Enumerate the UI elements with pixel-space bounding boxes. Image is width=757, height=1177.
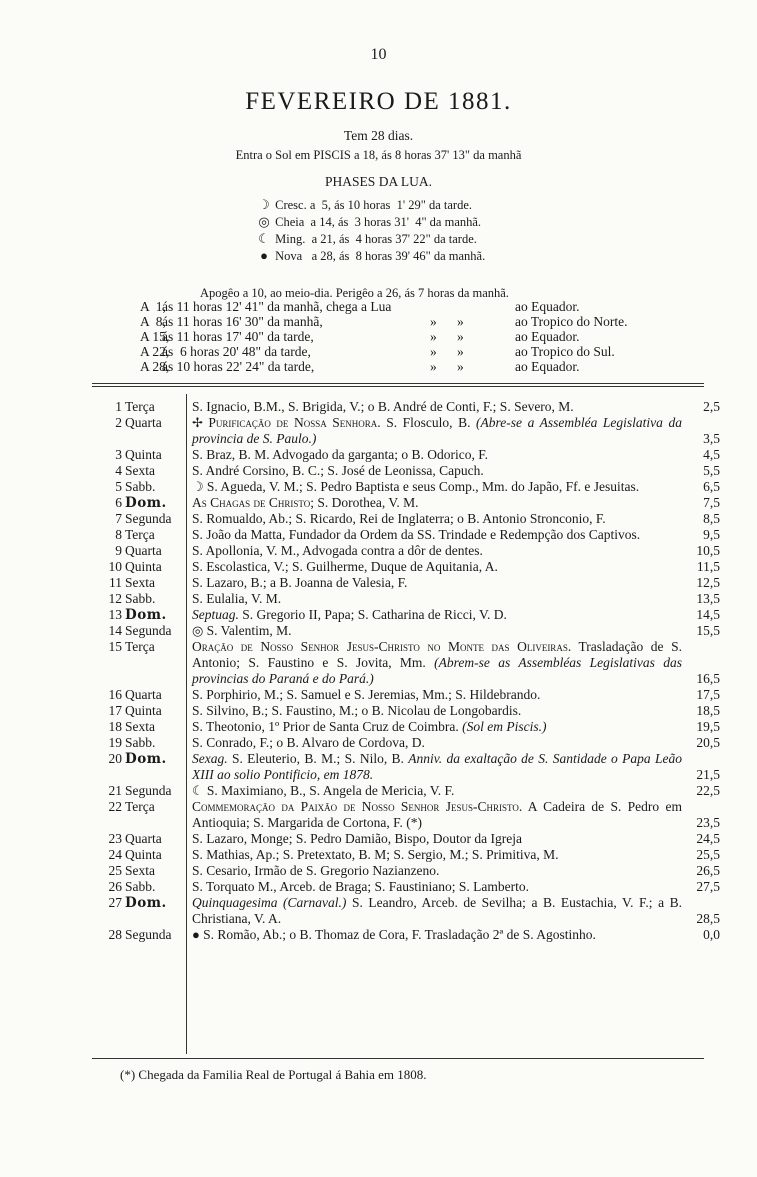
saints-description xyxy=(192,447,682,463)
footnote: (*) Chegada da Familia Real de Portugal á Bahia em 1808. xyxy=(120,1067,427,1082)
moon-age-value: 6,5 xyxy=(703,479,720,494)
saints-description xyxy=(192,623,682,639)
weekday: Terça xyxy=(125,799,155,814)
moon-age-value: 26,5 xyxy=(696,863,720,878)
moon-age-value: 13,5 xyxy=(696,591,720,606)
day-cell xyxy=(92,543,186,559)
calendar-row xyxy=(92,623,720,639)
description-text: S. Escolastica, V.; S. Guilherme, Duque de Aquitania, A. xyxy=(192,559,498,574)
weekday: Sabb. xyxy=(125,479,156,494)
day-number: 14 xyxy=(108,623,122,638)
saints-description xyxy=(192,399,682,415)
sun-entry: Entra o Sol em PISCIS a 18, ás 8 horas 37' 13" da manhã xyxy=(235,148,522,162)
calendar-table xyxy=(92,399,720,943)
saints-description xyxy=(192,719,682,735)
day-cell xyxy=(92,863,186,879)
day-number: 8 xyxy=(115,527,122,542)
description-text: Purificação de Nossa Senhora. xyxy=(208,415,381,430)
day-cell xyxy=(92,687,186,703)
moon-age-value: 17,5 xyxy=(696,687,720,702)
calendar-row xyxy=(92,463,720,479)
description-text: Commemoração da Paixão de Nosso Senhor Jesus-Christo. xyxy=(192,799,523,814)
transit-ditto: » » xyxy=(430,359,464,374)
calendar-row xyxy=(92,607,720,623)
moon-age-value: 10,5 xyxy=(696,543,720,558)
day-number: 27 xyxy=(108,895,122,910)
day-number: 28 xyxy=(108,927,122,942)
transit-ditto: » » xyxy=(430,314,464,329)
weekday: Dom. xyxy=(125,495,167,511)
calendar-row xyxy=(92,527,720,543)
day-cell xyxy=(92,447,186,463)
saints-description xyxy=(192,847,682,863)
saints-description xyxy=(192,703,682,719)
phase-icon: ✢ xyxy=(192,415,209,430)
calendar-row xyxy=(92,799,720,831)
top-rule-2 xyxy=(92,386,704,387)
waning-moon-icon: ☾ xyxy=(258,231,270,246)
saints-description xyxy=(192,591,682,607)
weekday: Terça xyxy=(125,399,155,414)
saints-description xyxy=(192,479,682,495)
day-cell xyxy=(92,511,186,527)
weekday: Sabb. xyxy=(125,735,156,750)
phase-icon: ☾ xyxy=(192,783,207,798)
saints-description xyxy=(192,607,682,623)
calendar-row xyxy=(92,447,720,463)
calendar-row xyxy=(92,927,720,943)
weekday: Quarta xyxy=(125,831,162,846)
calendar-row xyxy=(92,479,720,495)
saints-description xyxy=(192,639,682,687)
saints-description xyxy=(192,799,682,831)
day-cell xyxy=(92,703,186,719)
calendar-row xyxy=(92,703,720,719)
new-moon-icon: ● xyxy=(260,248,268,263)
day-number: 18 xyxy=(108,719,122,734)
description-text: S. João da Matta, Fundador da Ordem da SS. Trindade e Redempção dos Captivos. xyxy=(192,527,641,542)
moon-age-value: 28,5 xyxy=(696,911,720,926)
weekday: Quinta xyxy=(125,447,162,462)
moon-age-value: 2,5 xyxy=(703,399,720,414)
day-number: 6 xyxy=(115,495,122,510)
saints-description xyxy=(192,783,682,799)
weekday: Segunda xyxy=(125,927,172,942)
description-text: Trasladação de S. Antonio; S. Faustino e S. Jovita, Mm. xyxy=(192,639,682,670)
moon-age-value: 8,5 xyxy=(703,511,720,526)
day-number: 16 xyxy=(108,687,122,702)
day-cell xyxy=(92,559,186,575)
transit-destination: ao Equador. xyxy=(515,299,580,314)
weekday: Sexta xyxy=(125,575,155,590)
description-text: S. Valentim, M. xyxy=(206,623,292,638)
day-cell xyxy=(92,927,186,943)
day-number: 21 xyxy=(108,783,122,798)
weekday: Dom. xyxy=(125,895,167,911)
days-note: Tem 28 dias. xyxy=(343,128,414,143)
description-text: S. Cesario, Irmão de S. Gregorio Nazianzeno. xyxy=(192,863,440,878)
day-cell xyxy=(92,607,186,623)
weekday: Terça xyxy=(125,639,155,654)
calendar-row xyxy=(92,591,720,607)
crescent-moon-icon: ☽ xyxy=(258,197,270,212)
saints-description xyxy=(192,463,682,479)
moon-age-value: 3,5 xyxy=(703,431,720,446)
day-cell xyxy=(92,783,186,799)
bottom-rule xyxy=(92,1058,704,1059)
calendar-row xyxy=(92,719,720,735)
moon-phase-line xyxy=(256,197,472,213)
saints-description xyxy=(192,927,682,943)
moon-age-value: 12,5 xyxy=(696,575,720,590)
day-cell xyxy=(92,575,186,591)
apogee-perigee-note: Apogêo a 10, ao meio-dia. Perigêo a 26, ás 7 horas da manhã. xyxy=(200,286,509,300)
day-number: 7 xyxy=(115,511,122,526)
saints-description xyxy=(192,543,682,559)
description-text: Oração de Nosso Senhor Jesus-Christo no Monte das Oliveiras. xyxy=(192,639,572,654)
moon-phase-line xyxy=(256,214,481,230)
day-number: 20 xyxy=(108,751,122,766)
description-text: S. Lazaro, Monge; S. Pedro Damião, Bispo, Doutor da Igreja xyxy=(192,831,522,846)
description-text: Septuag. xyxy=(192,607,239,622)
day-cell xyxy=(92,799,186,815)
description-text: S. Silvino, B.; S. Faustino, M.; o B. Nicolau de Longobardis. xyxy=(192,703,522,718)
transit-line xyxy=(140,329,700,344)
weekday: Quinta xyxy=(125,847,162,862)
day-cell xyxy=(92,847,186,863)
weekday: Sexta xyxy=(125,719,155,734)
calendar-row xyxy=(92,847,720,863)
day-cell xyxy=(92,719,186,735)
transit-time: ás 11 horas 16' 30" da manhã, xyxy=(162,314,323,329)
day-cell xyxy=(92,415,186,431)
weekday: Quinta xyxy=(125,703,162,718)
day-number: 17 xyxy=(108,703,122,718)
day-cell xyxy=(92,895,186,911)
weekday: Dom. xyxy=(125,607,167,623)
day-number: 23 xyxy=(108,831,122,846)
day-number: 5 xyxy=(115,479,122,494)
moon-age-value: 18,5 xyxy=(696,703,720,718)
calendar-row xyxy=(92,783,720,799)
day-cell xyxy=(92,591,186,607)
day-number: 11 xyxy=(109,575,122,590)
day-cell xyxy=(92,495,186,511)
moon-age-value: 4,5 xyxy=(703,447,720,462)
day-cell xyxy=(92,399,186,415)
calendar-row xyxy=(92,415,720,447)
transit-ditto: » » xyxy=(430,329,464,344)
transit-destination: ao Equador. xyxy=(515,359,580,374)
transit-day: A 15, xyxy=(140,329,170,344)
description-text: (Abrem-se as Assembléas Legislativas das provincias do Paraná e do Pará.) xyxy=(192,655,682,686)
day-cell xyxy=(92,751,186,767)
moon-phase-line xyxy=(256,248,485,264)
day-cell xyxy=(92,831,186,847)
transit-destination: ao Equador. xyxy=(515,329,580,344)
weekday: Dom. xyxy=(125,751,167,767)
weekday: Segunda xyxy=(125,511,172,526)
day-number: 4 xyxy=(115,463,122,478)
description-text: S. Ignacio, B.M., S. Brigida, V.; o B. André de Conti, F.; S. Severo, M. xyxy=(192,399,574,414)
description-text: S. Mathias, Ap.; S. Pretextato, B. M; S. Sergio, M.; S. Primitiva, M. xyxy=(192,847,559,862)
day-number: 1 xyxy=(115,399,122,414)
page-number: 10 xyxy=(370,46,387,63)
page-title: FEVEREIRO DE 1881. xyxy=(245,88,512,115)
transit-day: A 22, xyxy=(140,344,170,359)
transit-ditto: » » xyxy=(430,344,464,359)
weekday: Terça xyxy=(125,527,155,542)
saints-description xyxy=(192,495,682,511)
description-text: S. Braz, B. M. Advogado da garganta; o B. Odorico, F. xyxy=(192,447,489,462)
description-text: S. Porphirio, M.; S. Samuel e S. Jeremias, Mm.; S. Hildebrando. xyxy=(192,687,541,702)
calendar-row xyxy=(92,511,720,527)
description-text: S. Eleuterio, B. M.; S. Nilo, B. xyxy=(227,751,409,766)
day-number: 13 xyxy=(108,607,122,622)
saints-description xyxy=(192,415,682,447)
weekday: Segunda xyxy=(125,783,172,798)
transit-line xyxy=(140,359,700,374)
weekday: Quarta xyxy=(125,687,162,702)
day-cell xyxy=(92,639,186,655)
moon-age-value: 15,5 xyxy=(696,623,720,638)
transit-day: A 8, xyxy=(140,314,166,329)
moon-age-value: 25,5 xyxy=(696,847,720,862)
weekday: Sexta xyxy=(125,863,155,878)
moon-transits xyxy=(140,299,700,374)
saints-description xyxy=(192,863,682,879)
saints-description xyxy=(192,735,682,751)
day-cell xyxy=(92,623,186,639)
description-text: As Chagas de Christo xyxy=(192,495,311,510)
moon-age-value: 20,5 xyxy=(696,735,720,750)
transit-line xyxy=(140,314,700,329)
description-text: S. Romualdo, Ab.; S. Ricardo, Rei de Inglaterra; o B. Antonio Stronconio, F. xyxy=(192,511,606,526)
day-number: 19 xyxy=(108,735,122,750)
day-number: 3 xyxy=(115,447,122,462)
moon-age-value: 16,5 xyxy=(696,671,720,686)
day-cell xyxy=(92,735,186,751)
moon-age-value: 24,5 xyxy=(696,831,720,846)
top-rule xyxy=(92,383,704,384)
moon-age-value: 0,0 xyxy=(703,927,720,942)
day-number: 22 xyxy=(108,799,122,814)
moon-age-value: 11,5 xyxy=(696,559,720,574)
saints-description xyxy=(192,895,682,927)
weekday: Sexta xyxy=(125,463,155,478)
saints-description xyxy=(192,527,682,543)
description-text: S. Theotonio, 1º Prior de Santa Cruz de Coimbra. xyxy=(192,719,463,734)
transit-time: ás 11 horas 12' 41" da manhã, chega a Lua xyxy=(162,299,392,314)
day-number: 12 xyxy=(108,591,122,606)
calendar-row xyxy=(92,831,720,847)
calendar-row xyxy=(92,495,720,511)
day-number: 9 xyxy=(115,543,122,558)
phase-icon: ☽ xyxy=(192,479,207,494)
saints-description xyxy=(192,687,682,703)
weekday: Quarta xyxy=(125,415,162,430)
saints-description xyxy=(192,559,682,575)
description-text: S. Torquato M., Arceb. de Braga; S. Faustiniano; S. Lamberto. xyxy=(192,879,530,894)
description-text: Quinquagesima (Carnaval.) xyxy=(192,895,347,910)
description-text: Anniv. da exaltação de S. Santidade o Papa Leão XIII ao solio Pontificio, em 1878. xyxy=(192,751,683,782)
saints-description xyxy=(192,831,682,847)
calendar-row xyxy=(92,575,720,591)
phase-icon: ● xyxy=(192,927,204,942)
weekday: Quinta xyxy=(125,559,162,574)
description-text: A Cadeira de S. Pedro em Antioquia; S. Margarida de Cortona, F. (*) xyxy=(192,799,682,830)
saints-description xyxy=(192,751,682,783)
weekday: Segunda xyxy=(125,623,172,638)
calendar-row xyxy=(92,559,720,575)
moon-phase-text: Cresc. a 5, ás 10 horas 1' 29" da tarde. xyxy=(272,198,473,212)
moon-phase-text: Cheia a 14, ás 3 horas 31' 4" da manhã. xyxy=(272,215,482,229)
saints-description xyxy=(192,575,682,591)
moon-phase-line xyxy=(256,231,477,247)
description-text: ; S. Dorothea, V. M. xyxy=(310,495,419,510)
weekday: Sabb. xyxy=(125,591,156,606)
day-number: 26 xyxy=(108,879,122,894)
calendar-row xyxy=(92,399,720,415)
moon-age-value: 22,5 xyxy=(696,783,720,798)
description-text: S. Maximiano, B., S. Angela de Mericia, V. F. xyxy=(206,783,455,798)
description-text: S. Flosculo, B. xyxy=(380,415,477,430)
moon-phase-text: Ming. a 21, ás 4 horas 37' 22" da tarde. xyxy=(272,232,477,246)
description-text: Sexag. xyxy=(192,751,228,766)
description-text: (Sol em Piscis.) xyxy=(462,719,547,734)
calendar-row xyxy=(92,735,720,751)
phases-heading: PHASES DA LUA. xyxy=(325,174,432,189)
moon-age-value: 9,5 xyxy=(703,527,720,542)
description-text: S. Apollonia, V. M., Advogada contra a dôr de dentes. xyxy=(192,543,483,558)
calendar-row xyxy=(92,751,720,783)
day-number: 10 xyxy=(108,559,122,574)
saints-description xyxy=(192,511,682,527)
transit-destination: ao Tropico do Norte. xyxy=(515,314,628,329)
day-cell xyxy=(92,479,186,495)
day-cell xyxy=(92,879,186,895)
day-cell xyxy=(92,463,186,479)
transit-time: ás 6 horas 20' 48" da tarde, xyxy=(162,344,311,359)
description-text: S. Lazaro, B.; a B. Joanna de Valesia, F. xyxy=(192,575,408,590)
day-number: 2 xyxy=(115,415,122,430)
moon-age-value: 14,5 xyxy=(696,607,720,622)
transit-time: ás 11 horas 17' 40" da tarde, xyxy=(162,329,314,344)
day-number: 24 xyxy=(108,847,122,862)
transit-line xyxy=(140,299,700,314)
calendar-row xyxy=(92,543,720,559)
description-text: S. Agueda, V. M.; S. Pedro Baptista e seus Comp., Mm. do Japão, Ff. e Jesuitas. xyxy=(206,479,640,494)
weekday: Sabb. xyxy=(125,879,156,894)
full-moon-icon: ◎ xyxy=(258,214,270,229)
moon-age-value: 21,5 xyxy=(696,767,720,782)
description-text: S. Leandro, Arceb. de Sevilha; a B. Eustachia, V. F.; a B. Christiana, V. A. xyxy=(192,895,682,926)
calendar-row xyxy=(92,639,720,687)
description-text: (Abre-se a Assembléa Legislativa da provincia de S. Paulo.) xyxy=(192,415,682,446)
moon-phase-text: Nova a 28, ás 8 horas 39' 46" da manhã. xyxy=(272,249,486,263)
calendar-row xyxy=(92,863,720,879)
day-number: 25 xyxy=(108,863,122,878)
moon-age-value: 23,5 xyxy=(696,815,720,830)
calendar-row xyxy=(92,895,720,927)
moon-age-value: 7,5 xyxy=(703,495,720,510)
description-text: S. Conrado, F.; o B. Alvaro de Cordova, D. xyxy=(192,735,425,750)
saints-description xyxy=(192,879,682,895)
transit-day: A 1, xyxy=(140,299,166,314)
weekday: Quarta xyxy=(125,543,162,558)
moon-age-value: 5,5 xyxy=(703,463,720,478)
calendar-row xyxy=(92,879,720,895)
transit-line xyxy=(140,344,700,359)
transit-time: ás 10 horas 22' 24" da tarde, xyxy=(162,359,315,374)
transit-destination: ao Tropico do Sul. xyxy=(515,344,615,359)
moon-age-value: 19,5 xyxy=(696,719,720,734)
calendar-row xyxy=(92,687,720,703)
day-number: 15 xyxy=(108,639,122,654)
moon-age-value: 27,5 xyxy=(696,879,720,894)
description-text: S. André Corsino, B. C.; S. José de Leonissa, Capuch. xyxy=(192,463,484,478)
description-text: S. Gregorio II, Papa; S. Catharina de Ricci, V. D. xyxy=(238,607,507,622)
description-text: S. Eulalia, V. M. xyxy=(192,591,282,606)
phase-icon: ◎ xyxy=(192,623,207,638)
day-cell xyxy=(92,527,186,543)
description-text: S. Romão, Ab.; o B. Thomaz de Cora, F. Trasladação 2ª de S. Agostinho. xyxy=(203,927,596,942)
transit-day: A 28, xyxy=(140,359,170,374)
